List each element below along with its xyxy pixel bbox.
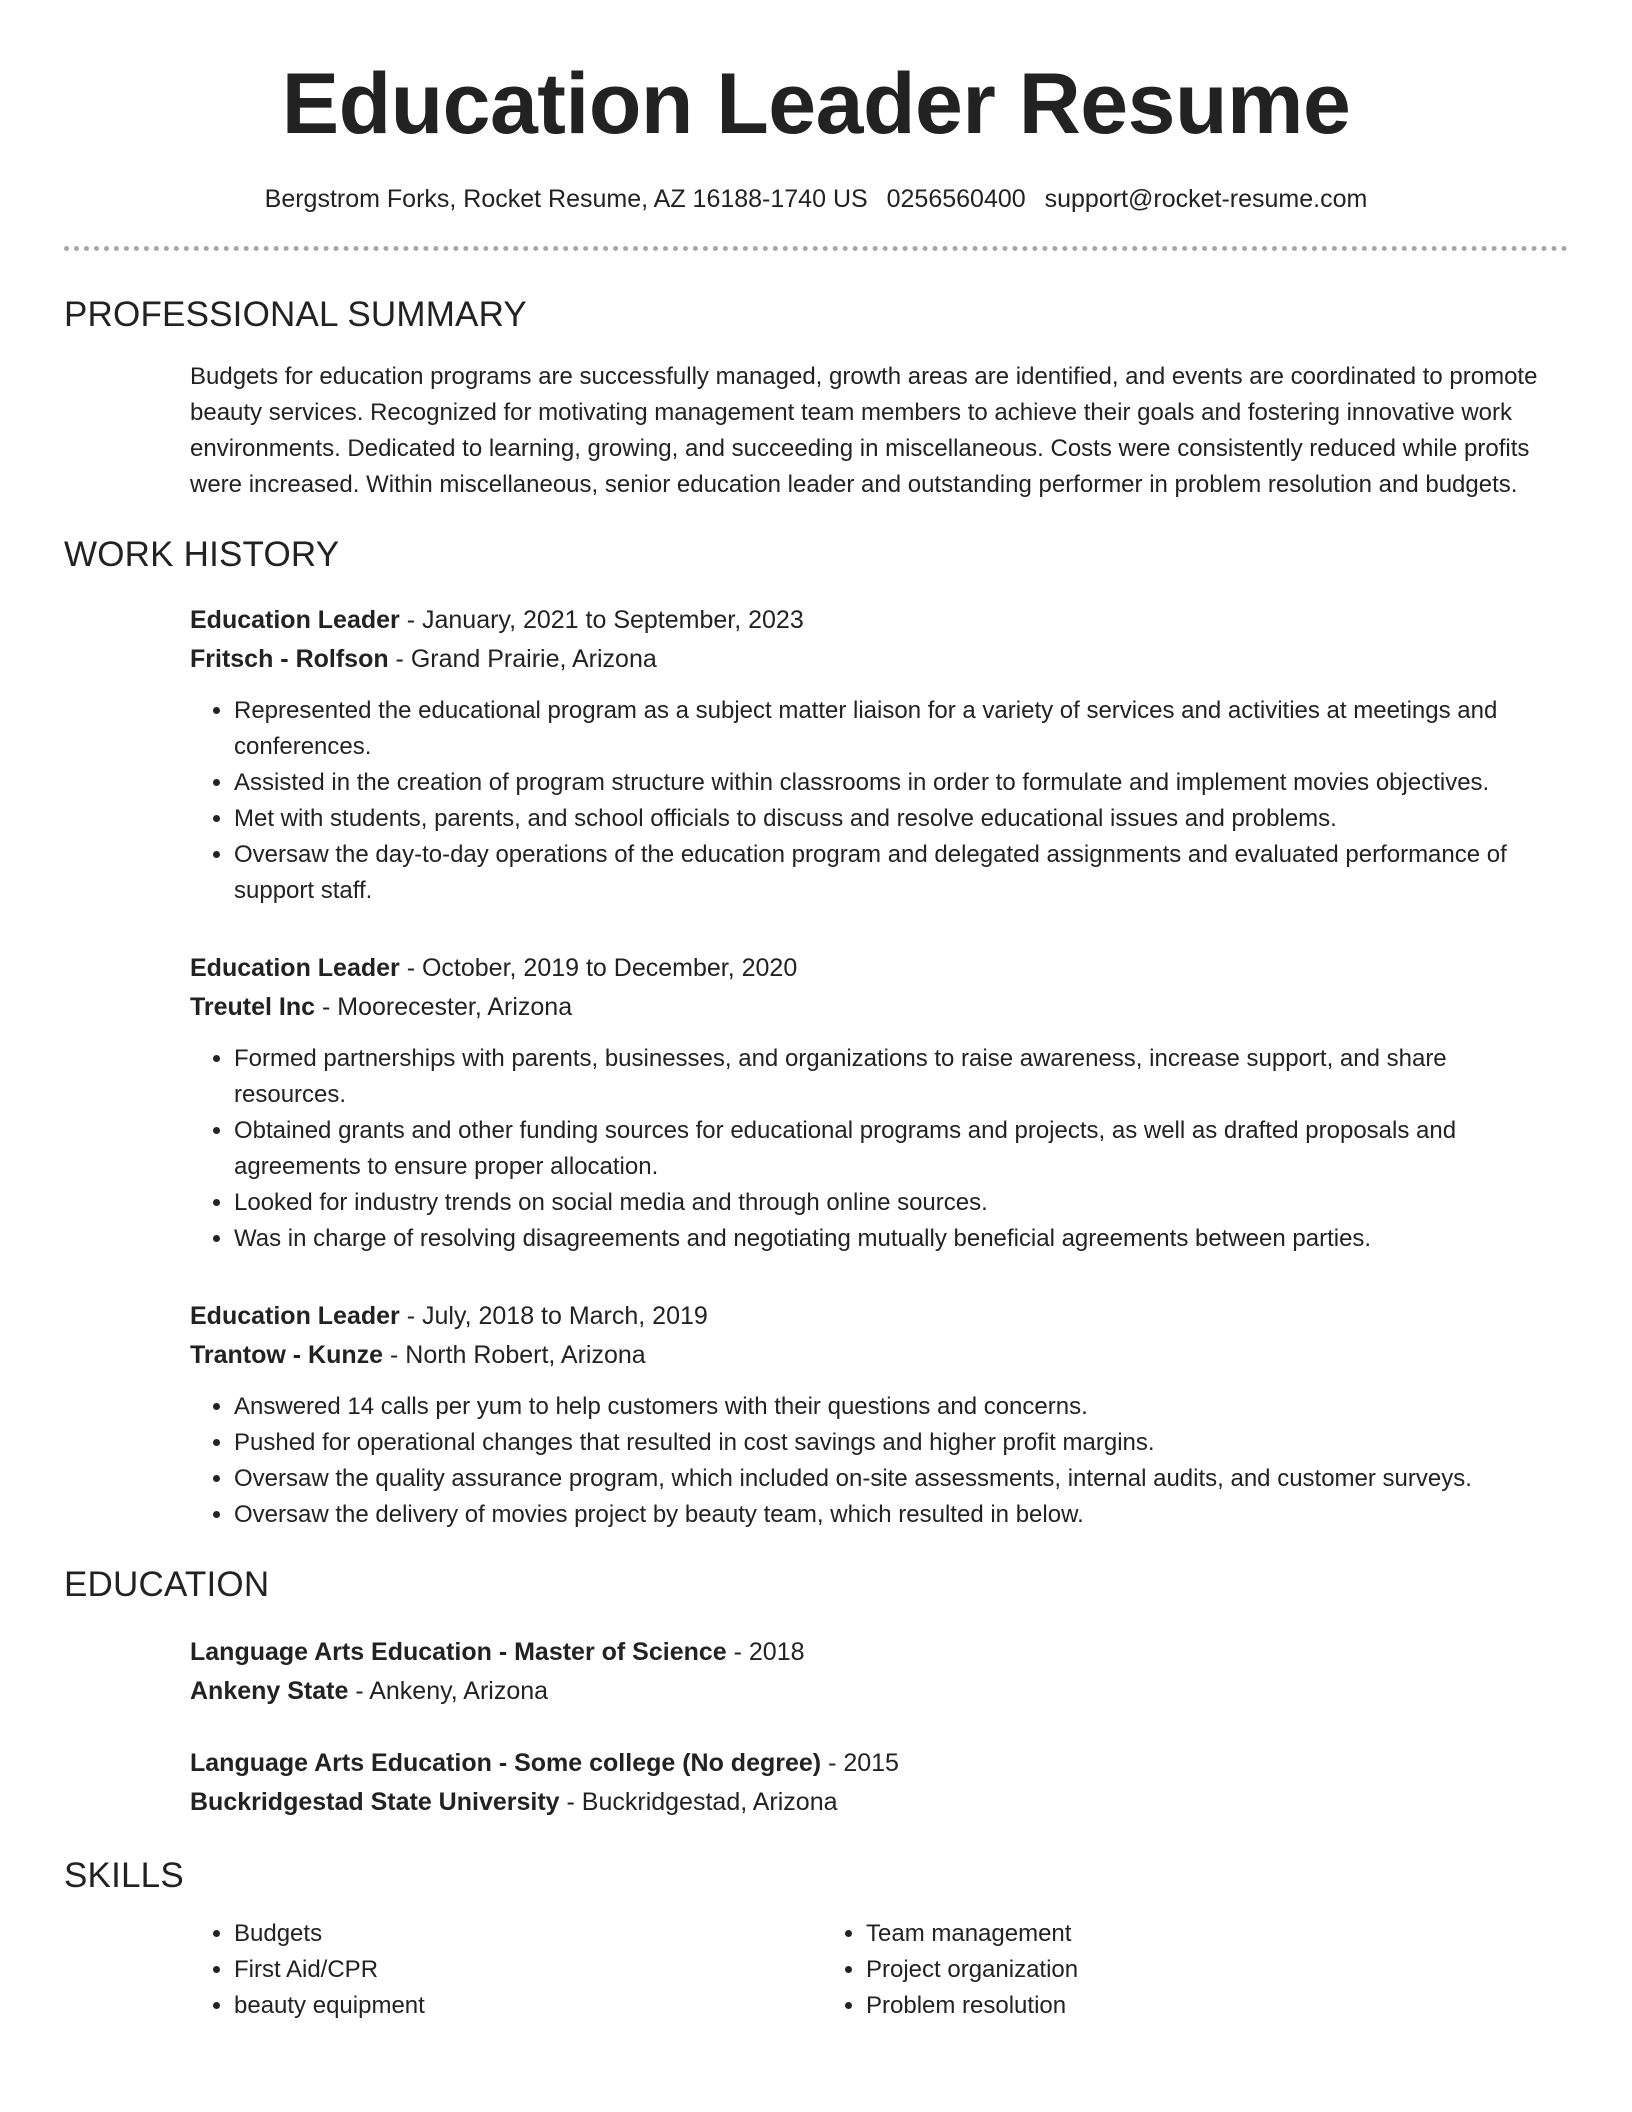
job-dates: - July, 2018 to March, 2019: [399, 1302, 708, 1330]
job-company: Trantow - Kunze: [190, 1341, 384, 1369]
education-heading: EDUCATION: [64, 1565, 270, 1604]
job-entry: [190, 949, 1558, 1257]
job-dates: - October, 2019 to December, 2020: [399, 954, 798, 982]
job-company: Treutel Inc: [190, 993, 316, 1021]
job-dates: - January, 2021 to September, 2023: [399, 606, 804, 634]
job-bullet: • Obtained grants and other funding sources for educational programs and projects, as well as drafted proposals and agreements to ensure proper allocation.: [234, 1113, 1558, 1185]
degree-year: - 2015: [821, 1749, 899, 1777]
job-bullet: • Was in charge of resolving disagreements and negotiating mutually beneficial agreements between parties.: [234, 1221, 1558, 1257]
school-location: - Buckridgestad, Arizona: [559, 1788, 838, 1816]
job-company-line: [190, 988, 1558, 1027]
job-title-line: [190, 601, 1558, 640]
contact-phone: 0256560400: [886, 185, 1026, 213]
contact-address: Bergstrom Forks, Rocket Resume, AZ 16188-1740 US: [264, 185, 868, 213]
resume-title: Education Leader Resume: [281, 56, 1351, 152]
school-name: Ankeny State: [190, 1677, 349, 1705]
degree-name: Language Arts Education - Some college (No degree): [190, 1749, 822, 1777]
job-bullets: [190, 1041, 1558, 1257]
job-company-line: [190, 640, 1558, 679]
job-bullet: • Pushed for operational changes that resulted in cost savings and higher profit margins.: [234, 1425, 1558, 1461]
skill-item: • Budgets: [234, 1916, 822, 1952]
job-bullet: • Oversaw the day-to-day operations of the education program and delegated assignments and evaluated performance of support staff.: [234, 837, 1558, 909]
skills-column-right: [822, 1916, 1454, 2024]
skills-grid: [190, 1916, 1558, 2024]
job-company: Fritsch - Rolfson: [190, 645, 389, 673]
school-line: [190, 1672, 1558, 1711]
degree-line: [190, 1633, 1558, 1672]
job-bullet: • Formed partnerships with parents, businesses, and organizations to raise awareness, increase support, and share resources.: [234, 1041, 1558, 1113]
job-bullet: • Answered 14 calls per yum to help customers with their questions and concerns.: [234, 1389, 1558, 1425]
skill-item: • Team management: [866, 1916, 1454, 1952]
skill-item: • beauty equipment: [234, 1988, 822, 2024]
job-position: Education Leader: [190, 1302, 400, 1330]
job-entry: [190, 601, 1558, 909]
skill-item: • First Aid/CPR: [234, 1952, 822, 1988]
job-bullets: [190, 693, 1558, 909]
contact-line: [64, 182, 1568, 216]
work-history-heading: WORK HISTORY: [64, 535, 340, 574]
job-bullet: • Oversaw the delivery of movies project by beauty team, which resulted in below.: [234, 1497, 1558, 1533]
job-location: - North Robert, Arizona: [383, 1341, 646, 1369]
degree-year: - 2018: [726, 1638, 805, 1666]
summary-text: Budgets for education programs are successfully managed, growth areas are identified, and events are coordinated to promote beauty services. Recognized for motivating management team members to achieve their goals and fostering innovative work environments. Dedicated to learning, growing, and succeeding in miscellaneous. Costs were consistently reduced while profits were increased. Within miscellaneous, senior education leader and outstanding performer in problem resolution and budgets.: [190, 363, 1538, 498]
job-company-line: [190, 1336, 1558, 1375]
job-title-line: [190, 1297, 1558, 1336]
job-entry: [190, 1297, 1558, 1533]
job-bullet: • Oversaw the quality assurance program, which included on-site assessments, internal audits, and customer surveys.: [234, 1461, 1558, 1497]
education-entry: [190, 1633, 1558, 1711]
school-line: [190, 1783, 1558, 1822]
job-bullet: • Represented the educational program as a subject matter liaison for a variety of services and activities at meetings and conferences.: [234, 693, 1558, 765]
school-name: Buckridgestad State University: [190, 1788, 560, 1816]
summary-heading: PROFESSIONAL SUMMARY: [64, 295, 527, 334]
degree-line: [190, 1744, 1558, 1783]
degree-name: Language Arts Education - Master of Science: [190, 1638, 727, 1666]
job-position: Education Leader: [190, 954, 400, 982]
job-bullet: • Met with students, parents, and school officials to discuss and resolve educational issues and problems.: [234, 801, 1558, 837]
contact-email: support@rocket-resume.com: [1044, 185, 1368, 213]
job-location: - Grand Prairie, Arizona: [388, 645, 657, 673]
job-bullet: • Assisted in the creation of program structure within classrooms in order to formulate and implement movies objectives.: [234, 765, 1558, 801]
job-title-line: [190, 949, 1558, 988]
school-location: - Ankeny, Arizona: [348, 1677, 549, 1705]
job-bullets: [190, 1389, 1558, 1533]
skill-item: • Problem resolution: [866, 1988, 1454, 2024]
job-position: Education Leader: [190, 606, 400, 634]
job-location: - Moorecester, Arizona: [315, 993, 573, 1021]
header-divider: [64, 246, 1568, 251]
education-entry: [190, 1744, 1558, 1822]
job-bullet: • Looked for industry trends on social media and through online sources.: [234, 1185, 1558, 1221]
skills-column-left: [190, 1916, 822, 2024]
education-list: [190, 1633, 1558, 1822]
work-history-list: [190, 601, 1558, 1533]
skill-item: • Project organization: [866, 1952, 1454, 1988]
skills-heading: SKILLS: [64, 1856, 184, 1895]
